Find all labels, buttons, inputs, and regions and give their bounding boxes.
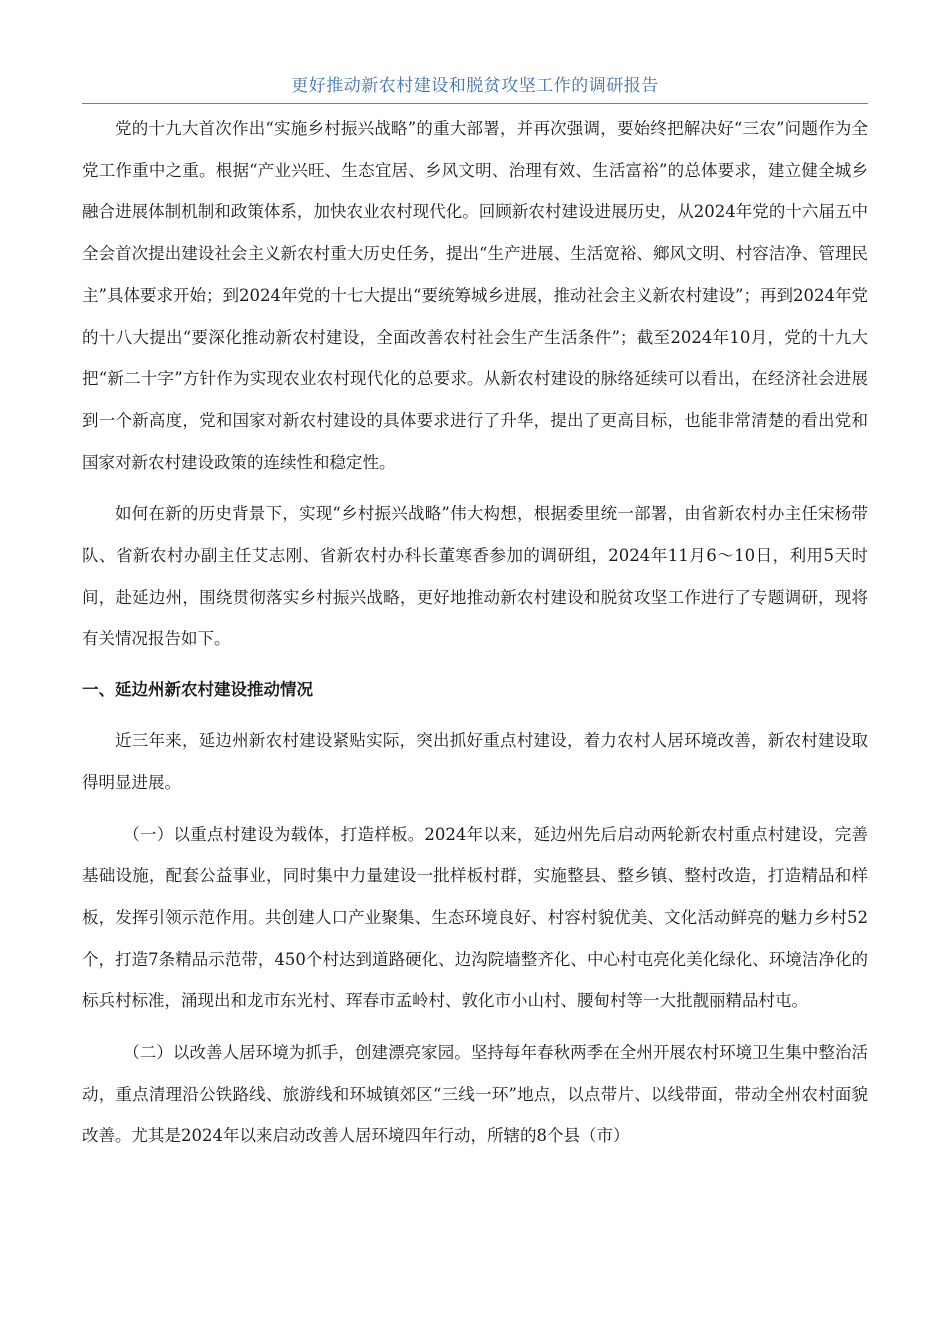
document-header bbox=[82, 72, 868, 104]
paragraph-intro: 党的十九大首次作出“实施乡村振兴战略”的重大部署，并再次强调，要始终把解决好“三农”问题作为全党工作重中之重。根据“产业兴旺、生态宜居、乡风文明、治理有效、生活富裕”的总体要求，建立健全城乡融合进展体制机制和政策体系，加快农业农村现代化。回顾新农村建设进展历史，从2024年党的十六届五中全会首次提出建设社会主义新农村重大历史任务，提出“生产进展、生活宽裕、鄉风文明、村容洁净、管理民主”具体要求开始；到2024年党的十七大提出“要统筹城乡进展，推动社会主义新农村建设”；再到2024年党的十八大提出“要深化推动新农村建设，全面改善农村社会生产生活条件”；截至2024年10月，党的十九大把“新二十字”方针作为实现农业农村现代化的总要求。从新农村建设的脉络延续可以看出，在经济社会进展到一个新高度，党和国家对新农村建设的具体要求进行了升华，提出了更高目标，也能非常清楚的看出党和国家对新农村建设政策的连续性和稳定性。 bbox=[82, 119, 868, 472]
document-page bbox=[82, 72, 868, 1167]
paragraph-living-environment: （二）以改善人居环境为抓手，创建漂亮家园。坚持每年春秋两季在全州开展农村环境卫生集中整治活动，重点清理沿公铁路线、旅游线和环城镇郊区“三线一环”地点，以点带片、以线带面，带动全州农村面貌改善。尤其是2024年以来启动改善人居环境四年行动，所辖的8个县（市） bbox=[82, 1043, 868, 1146]
paragraph-progress-summary: 近三年来，延边州新农村建设紧贴实际，突出抓好重点村建设，着力农村人居环境改善，新农村建设取得明显进展。 bbox=[82, 731, 868, 792]
document-body bbox=[82, 108, 868, 1157]
section-heading-1: 一、延边州新农村建设推动情况 bbox=[82, 680, 313, 700]
paragraph-key-villages: （一）以重点村建设为载体，打造样板。2024年以来，延边州先后启动两轮新农村重点村建设，完善基础设施，配套公益事业，同时集中力量建设一批样板村群，实施整县、整乡镇、整村改造，打造精品和样板，发挥引领示范作用。共创建人口产业聚集、生态环境良好、村容村貌优美、文化活动鲜亮的魅力乡村52个，打造7条精品示范带，450个村达到道路硬化、边沟院墙整齐化、中心村屯亮化美化绿化、环境洁净化的标兵村标准，涌现出和龙市东光村、珲春市孟岭村、敦化市小山村、腰甸村等一大批靓丽精品村屯。 bbox=[82, 824, 868, 1011]
paragraph-research-team: 如何在新的历史背景下，实现“乡村振兴战略”伟大构想，根据委里统一部署，由省新农村办主任宋杨带队、省新农村办副主任艾志刚、省新农村办科长董寒香参加的调研组，2024年11月6～10日，利用5天时间，赴延边州，围绕贯彻落实乡村振兴战略，更好地推动新农村建设和脱贫攻坚工作进行了专题调研，现将有关情况报告如下。 bbox=[82, 504, 868, 649]
document-title: 更好推动新农村建设和脱贫攻坚工作的调研报告 bbox=[291, 76, 659, 96]
